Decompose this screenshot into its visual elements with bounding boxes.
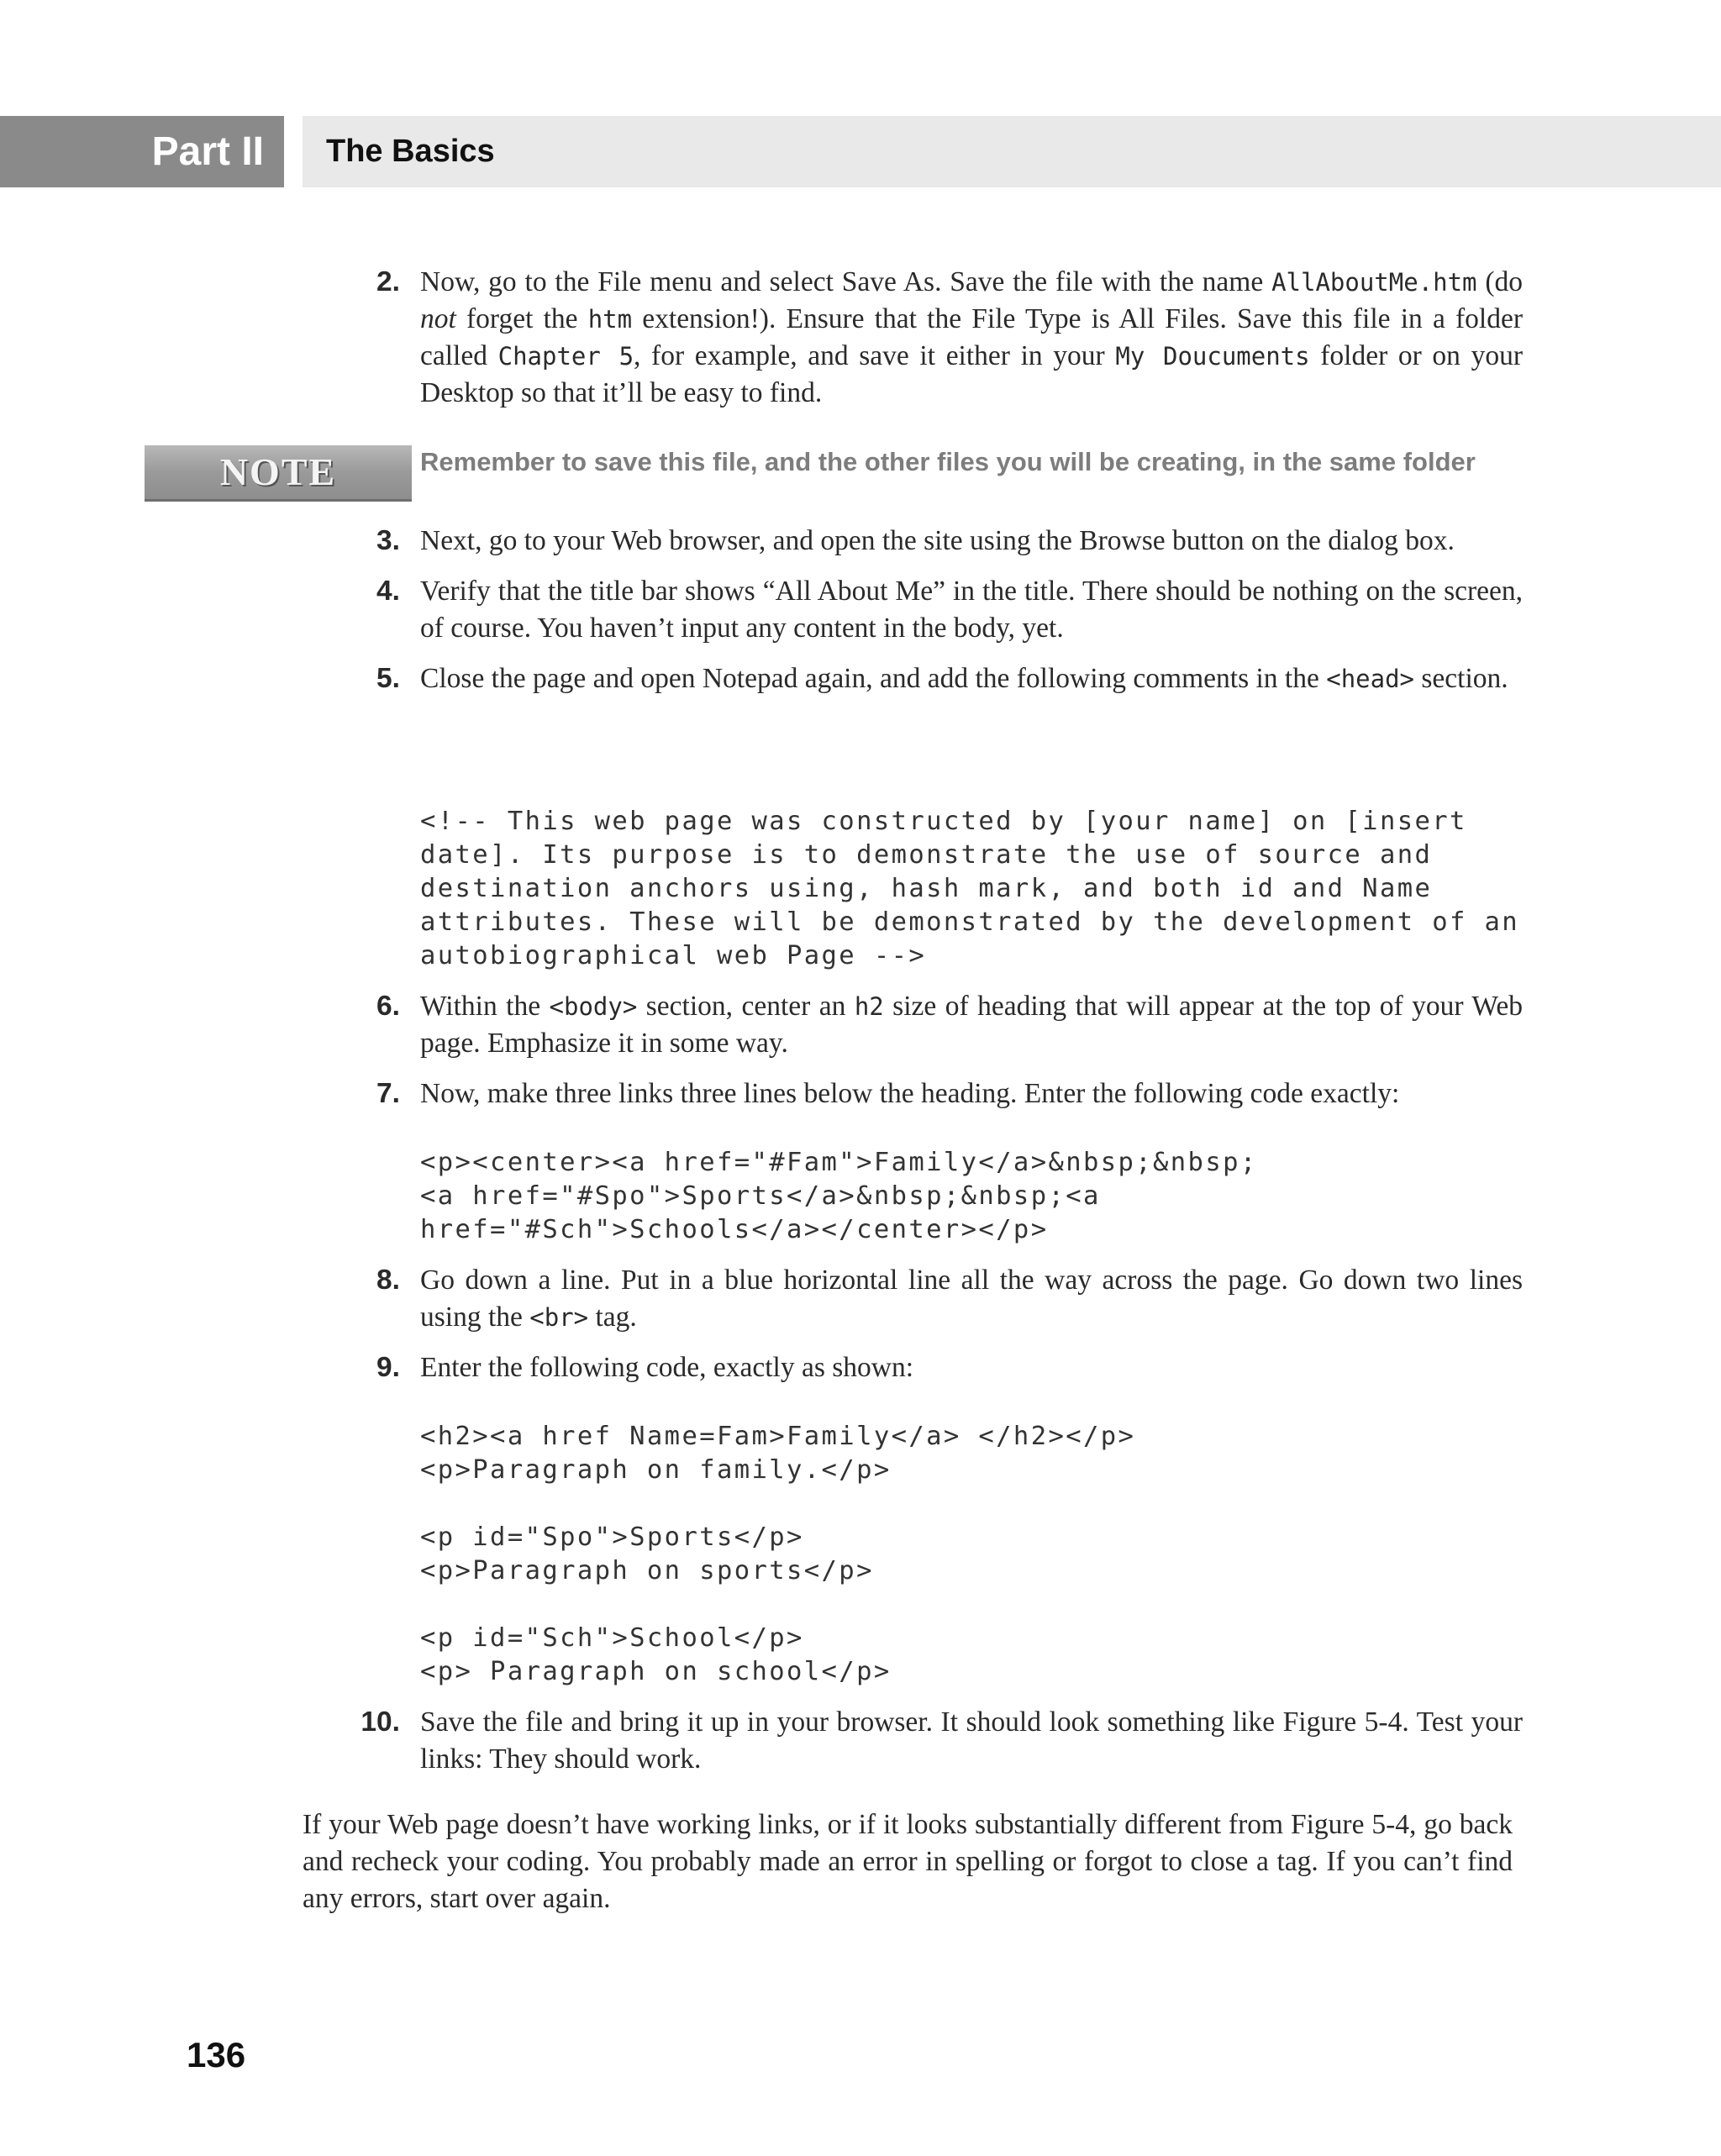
code-comment-block: <!-- This web page was constructed by [your name] on [insert date]. Its purpose is to demonstrate the use of source and destination anchors using, hash mark, and both id and Name attributes. These will be demonstrated by the development of an autobiographical web Page --> bbox=[420, 807, 1520, 970]
step-7 bbox=[353, 1075, 1523, 1112]
step-text: extension!). Ensure that the File Type is All Files. Save this file in a folder called bbox=[420, 303, 1524, 371]
section-title: The Basics bbox=[303, 116, 1721, 187]
step-3 bbox=[353, 523, 1523, 560]
step-number: 9. bbox=[376, 1352, 400, 1383]
step-6 bbox=[353, 988, 1523, 1062]
steps-8-9-block bbox=[353, 1262, 1523, 1386]
emphasis-text: not bbox=[420, 303, 456, 334]
step-number: 8. bbox=[376, 1265, 400, 1296]
step-text: forget the bbox=[455, 303, 588, 334]
step-number: 4. bbox=[376, 576, 400, 607]
inline-code: <body> bbox=[549, 992, 638, 1021]
step-number: 5. bbox=[376, 663, 400, 694]
step-10-block bbox=[353, 1704, 1523, 1778]
step-text: tag. bbox=[588, 1301, 637, 1333]
step-text: Within the bbox=[420, 991, 550, 1022]
step-text: Enter the following code, exactly as shown: bbox=[420, 1352, 914, 1383]
step-number: 10. bbox=[361, 1706, 400, 1738]
step-text: Verify that the title bar shows “All About Me” in the title. There should be nothing on the screen, of course. You haven’t input any content in the body, yet. bbox=[420, 576, 1523, 644]
inline-code: AllAboutMe.htm bbox=[1271, 268, 1477, 297]
note-badge: NOTE bbox=[145, 445, 412, 499]
step-text: (do bbox=[1476, 266, 1523, 297]
step-text: , for example, and save it either in your bbox=[634, 340, 1116, 371]
step-text: Save the file and bring it up in your browser. It should look something like Figure 5-4. Test your links: They should work. bbox=[420, 1706, 1523, 1775]
step-number: 7. bbox=[376, 1078, 400, 1109]
step-text: Next, go to your Web browser, and open the site using the Browse button on the dialog box. bbox=[420, 525, 1455, 556]
part-label: Part II bbox=[0, 116, 284, 187]
step-text: section. bbox=[1414, 663, 1508, 694]
step-number: 6. bbox=[376, 991, 400, 1022]
step-8 bbox=[353, 1262, 1523, 1336]
step-text: section, center an bbox=[637, 991, 855, 1022]
inline-code: My Doucuments bbox=[1115, 342, 1310, 371]
note-text: Remember to save this file, and the other files you will be creating, in the same folder bbox=[420, 447, 1476, 476]
closing-paragraph: If your Web page doesn’t have working links, or if it looks substantially different from Figure 5-4, go back and recheck your coding. You probably made an error in spelling or forgot to close a tag. If you can’t find any errors, start over again. bbox=[303, 1809, 1513, 1914]
inline-code: htm bbox=[587, 305, 633, 334]
step-text: size of heading that will appear at the top of your Web page. Emphasize it in some way. bbox=[420, 991, 1523, 1059]
step-2-block bbox=[353, 264, 1523, 412]
step-number: 2. bbox=[376, 266, 400, 297]
page-number: 136 bbox=[187, 2035, 246, 2074]
step-9 bbox=[353, 1349, 1523, 1386]
step-10 bbox=[353, 1704, 1523, 1778]
steps-3-5-block bbox=[353, 523, 1523, 697]
step-text: Now, go to the File menu and select Save As. Save the file with the name bbox=[420, 266, 1272, 297]
step-text: Close the page and open Notepad again, and add the following comments in the bbox=[420, 663, 1327, 694]
inline-code: <br> bbox=[529, 1303, 589, 1332]
step-2 bbox=[353, 264, 1523, 412]
inline-code: h2 bbox=[854, 992, 884, 1021]
steps-6-7-block bbox=[353, 988, 1523, 1112]
inline-code: Chapter 5 bbox=[497, 342, 634, 371]
step-number: 3. bbox=[376, 525, 400, 556]
step-4 bbox=[353, 573, 1523, 647]
code-links-block: <p><center><a href="#Fam">Family</a>&nbsp;&nbsp; <a href="#Spo">Sports</a>&nbsp;&nbsp;<a href="#Sch">Schools</a></center></p> bbox=[420, 1148, 1258, 1244]
step-text: folder or on your Desktop so that it’ll be easy to find. bbox=[420, 340, 1523, 408]
step-text: Go down a line. Put in a blue horizontal line all the way across the page. Go down two lines using the bbox=[420, 1265, 1523, 1333]
code-sections-block: <h2><a href Name=Fam>Family</a> </h2></p> <p>Paragraph on family.</p> <p id="Spo">Sports</p> <p>Paragraph on sports</p> <p id="Sch">School</p> <p> Paragraph on school</p> bbox=[420, 1422, 1136, 1686]
step-5 bbox=[353, 660, 1523, 697]
step-text: Now, make three links three lines below the heading. Enter the following code exactly: bbox=[420, 1078, 1400, 1109]
inline-code: <head> bbox=[1326, 665, 1414, 693]
